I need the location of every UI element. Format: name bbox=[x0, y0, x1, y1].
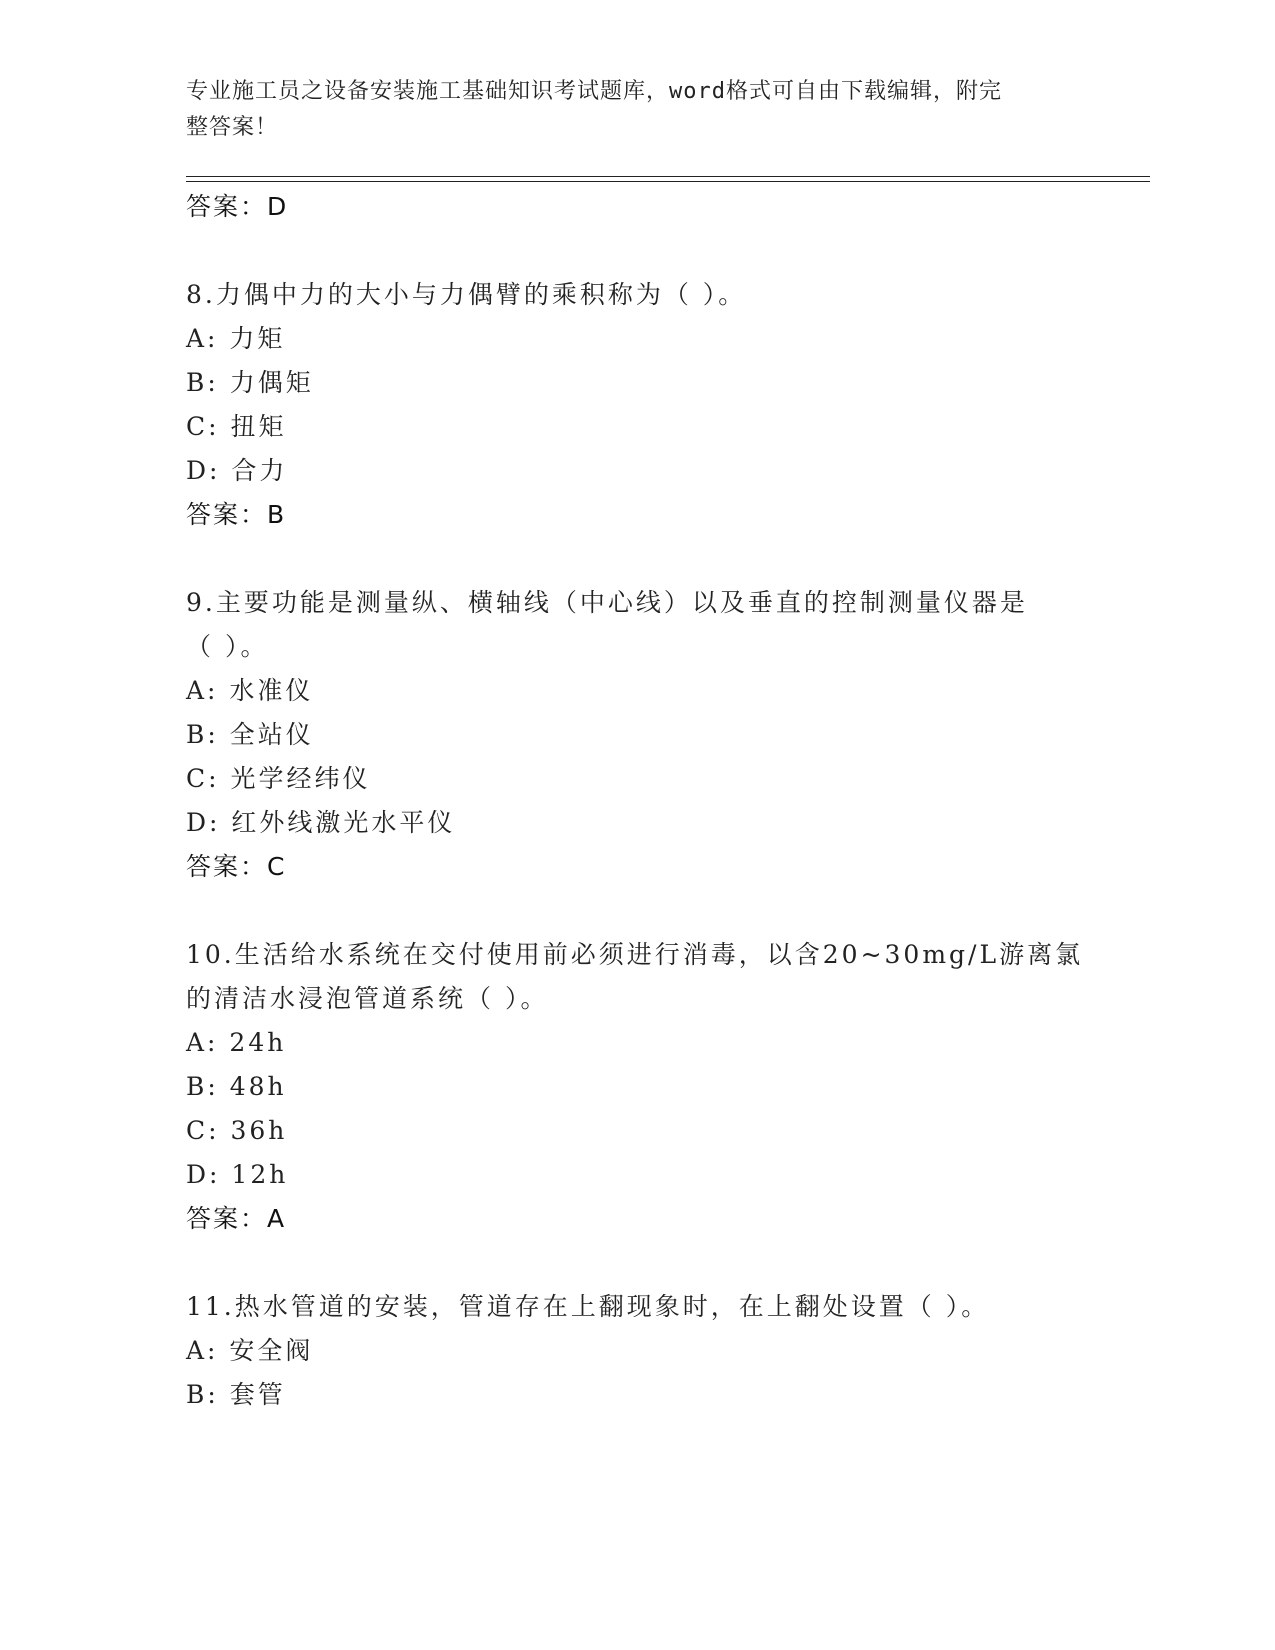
question-9-option-b: B: 全站仪 bbox=[186, 720, 314, 749]
answer-q10: 答案：A bbox=[186, 1204, 287, 1233]
header-line-1: 专业施工员之设备安装施工基础知识考试题库，word格式可自由下载编辑，附完 bbox=[186, 79, 1002, 104]
question-9-option-c: C: 光学经纬仪 bbox=[186, 764, 371, 793]
question-8-option-a: A: 力矩 bbox=[186, 324, 286, 353]
question-10-stem-line-2: 的清洁水浸泡管道系统（ ）。 bbox=[186, 984, 549, 1013]
question-11-option-b: B: 套管 bbox=[186, 1380, 286, 1409]
header-line-2: 整答案！ bbox=[186, 115, 279, 140]
question-8-option-c: C: 扭矩 bbox=[186, 412, 287, 441]
answer-q7: 答案：D bbox=[186, 192, 289, 221]
question-11-option-a: A: 安全阀 bbox=[186, 1336, 314, 1365]
header-rule-top bbox=[186, 176, 1150, 177]
answer-q9: 答案：C bbox=[186, 852, 287, 881]
question-10-option-d: D: 12h bbox=[186, 1160, 289, 1189]
page-header bbox=[186, 74, 1066, 146]
question-11-stem: 11.热水管道的安装，管道存在上翻现象时，在上翻处设置（ ）。 bbox=[186, 1292, 990, 1321]
question-8-option-b: B: 力偶矩 bbox=[186, 368, 314, 397]
question-10-stem-line-1: 10.生活给水系统在交付使用前必须进行消毒，以含20~30mg/L游离氯 bbox=[186, 940, 1084, 969]
header-rule-bottom bbox=[186, 181, 1150, 182]
question-8-option-d: D: 合力 bbox=[186, 456, 288, 485]
question-9-stem-line-2: （ ）。 bbox=[186, 632, 269, 661]
answer-q8: 答案：B bbox=[186, 500, 287, 529]
question-8-stem: 8.力偶中力的大小与力偶臂的乘积称为（ ）。 bbox=[186, 280, 747, 309]
question-9-option-d: D: 红外线激光水平仪 bbox=[186, 808, 456, 837]
question-9-option-a: A: 水准仪 bbox=[186, 676, 314, 705]
question-10-option-c: C: 36h bbox=[186, 1116, 288, 1145]
question-10-option-a: A: 24h bbox=[186, 1028, 287, 1057]
question-10-option-b: B: 48h bbox=[186, 1072, 287, 1101]
question-9-stem-line-1: 9.主要功能是测量纵、横轴线（中心线）以及垂直的控制测量仪器是 bbox=[186, 588, 1028, 617]
